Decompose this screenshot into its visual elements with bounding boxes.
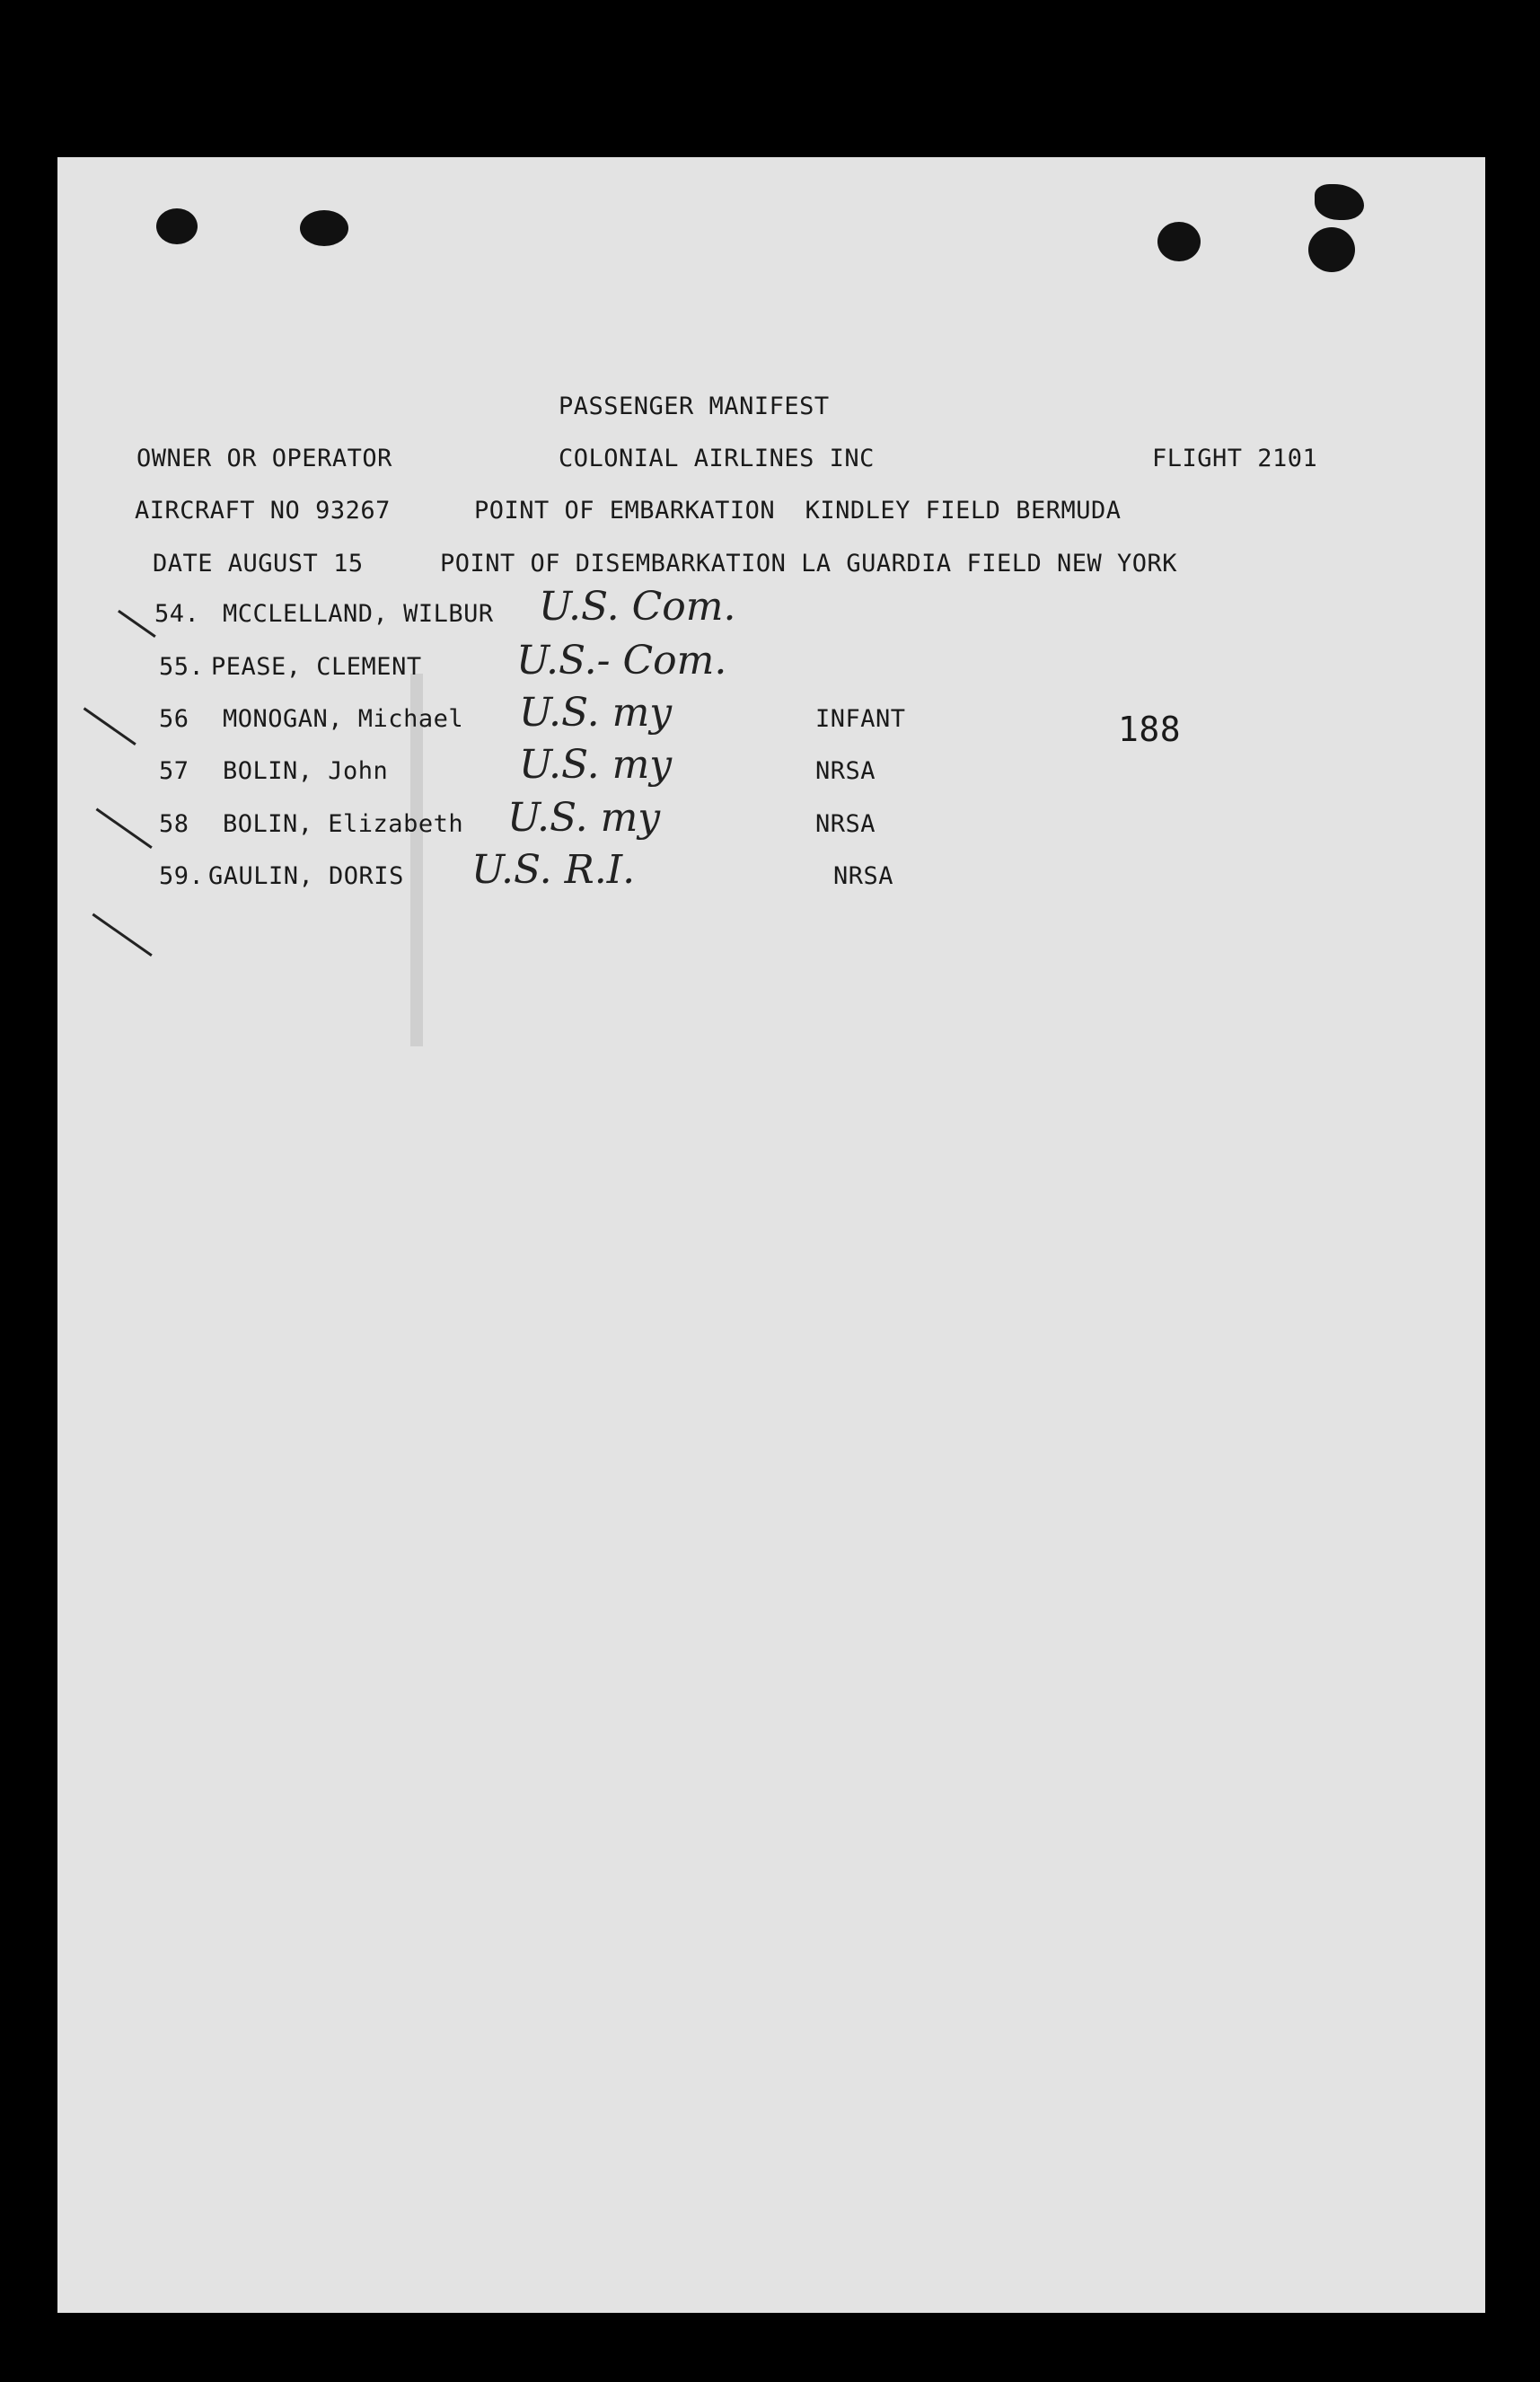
passenger-name: MCCLELLAND, WILBUR [223, 600, 494, 628]
flight-number: FLIGHT 2101 [1152, 445, 1318, 472]
passenger-number: 58 [159, 810, 189, 838]
passenger-status: NRSA [815, 810, 876, 838]
manifest-title: PASSENGER MANIFEST [559, 393, 830, 420]
disembarkation-point: POINT OF DISEMBARKATION LA GUARDIA FIELD NEW YORK [440, 550, 1178, 578]
passenger-number: 59. [159, 862, 205, 890]
passenger-name: BOLIN, Elizabeth [223, 810, 464, 838]
flight-date: DATE AUGUST 15 [153, 550, 364, 578]
passenger-citizenship-note: U.S. my [519, 690, 673, 736]
page-number: 188 [1118, 710, 1182, 749]
passenger-citizenship-note: U.S. Com. [539, 584, 736, 630]
passenger-status: NRSA [815, 757, 876, 785]
passenger-name: MONOGAN, Michael [223, 705, 464, 733]
aircraft-number: AIRCRAFT NO 93267 [135, 497, 391, 525]
passenger-status: NRSA [833, 862, 894, 890]
punch-hole-right-1 [1157, 222, 1201, 261]
passenger-name: PEASE, CLEMENT [211, 653, 422, 681]
passenger-citizenship-note: U.S. my [507, 795, 661, 841]
paper-tear [1315, 184, 1364, 220]
punch-hole-left-2 [300, 210, 348, 246]
airline-name: COLONIAL AIRLINES INC [559, 445, 875, 472]
passenger-citizenship-note: U.S.- Com. [516, 638, 727, 684]
passenger-number: 56 [159, 705, 189, 733]
passenger-number: 55. [159, 653, 205, 681]
passenger-name: BOLIN, John [223, 757, 389, 785]
passenger-citizenship-note: U.S. R.I. [471, 847, 636, 893]
punch-hole-right-2 [1308, 227, 1355, 272]
passenger-status: INFANT [815, 705, 906, 733]
passenger-number: 57 [159, 757, 189, 785]
manifest-page [57, 157, 1485, 2313]
passenger-name: GAULIN, DORIS [208, 862, 404, 890]
passenger-citizenship-note: U.S. my [519, 742, 673, 788]
punch-hole-left-1 [156, 208, 198, 244]
embarkation-point: POINT OF EMBARKATION KINDLEY FIELD BERMUDA [474, 497, 1122, 525]
owner-label: OWNER OR OPERATOR [136, 445, 392, 472]
passenger-number: 54. [154, 600, 200, 628]
